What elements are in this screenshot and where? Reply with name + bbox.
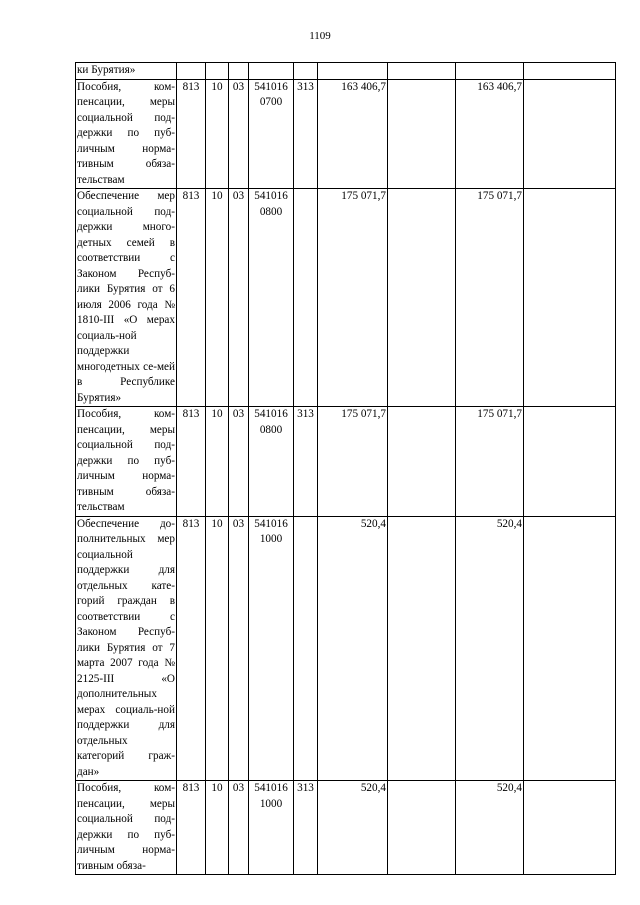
target-article-code xyxy=(249,79,294,189)
amount-total: 520,4 xyxy=(318,516,388,781)
section-code xyxy=(206,63,229,80)
table-row xyxy=(76,781,616,875)
subsection-code: 03 xyxy=(229,79,249,189)
expense-type-code: 313 xyxy=(294,79,318,189)
target-article-code xyxy=(249,516,294,781)
amount-col2 xyxy=(388,781,456,875)
row-name: ки Бурятия» xyxy=(76,63,177,80)
table-row xyxy=(76,407,616,517)
csr-line2: 1000 xyxy=(259,533,283,545)
target-article-code xyxy=(249,407,294,517)
section-code: 10 xyxy=(206,516,229,781)
target-article-code xyxy=(249,63,294,80)
csr-line1: 541016 xyxy=(254,782,288,794)
expense-type-code: 313 xyxy=(294,781,318,875)
amount-col3 xyxy=(456,63,524,80)
expense-type-code xyxy=(294,516,318,781)
target-article-code xyxy=(249,781,294,875)
section-code: 10 xyxy=(206,407,229,517)
expense-type-code: 313 xyxy=(294,407,318,517)
subsection-code xyxy=(229,63,249,80)
amount-col4 xyxy=(524,516,616,781)
budget-table xyxy=(75,62,616,875)
amount-col3: 175 071,7 xyxy=(456,189,524,407)
ministry-code: 813 xyxy=(177,516,206,781)
ministry-code xyxy=(177,63,206,80)
row-name: Пособия, ком-пенсации, меры социальной под-держки по пуб-личным норма-тивным обяза- xyxy=(76,781,177,875)
amount-col4 xyxy=(524,407,616,517)
expense-type-code xyxy=(294,189,318,407)
amount-total: 163 406,7 xyxy=(318,79,388,189)
amount-col2 xyxy=(388,516,456,781)
amount-col2 xyxy=(388,63,456,80)
amount-total xyxy=(318,63,388,80)
amount-total: 175 071,7 xyxy=(318,189,388,407)
row-name: Пособия, ком-пенсации, меры социальной под-держки по пуб-личным норма-тивным обяза-тельствам xyxy=(76,79,177,189)
csr-line2: 0800 xyxy=(259,423,283,436)
ministry-code: 813 xyxy=(177,781,206,875)
row-name: Пособия, ком-пенсации, меры социальной под-держки по пуб-личным норма-тивным обяза-тельствам xyxy=(76,407,177,517)
amount-col3: 520,4 xyxy=(456,516,524,781)
amount-col3: 175 071,7 xyxy=(456,407,524,517)
csr-line2: 0800 xyxy=(259,205,283,218)
amount-col2 xyxy=(388,79,456,189)
amount-col4 xyxy=(524,63,616,80)
amount-col4 xyxy=(524,79,616,189)
subsection-code: 03 xyxy=(229,189,249,407)
amount-col3: 163 406,7 xyxy=(456,79,524,189)
csr-line1: 541016 xyxy=(254,190,288,202)
amount-col3: 520,4 xyxy=(456,781,524,875)
table-row xyxy=(76,79,616,189)
csr-line1: 541016 xyxy=(254,80,288,93)
ministry-code: 813 xyxy=(177,407,206,517)
row-name: Обеспечение мер социальной под-держки много-детных семей в соответствии с Законом Респуб-лики Бурятия от 6 июля 2006 года № 1810-III «О мерах социаль-ной поддержки многодетных се-мей в Республике Бурятия» xyxy=(76,189,177,407)
table-row xyxy=(76,516,616,781)
csr-line2: 0700 xyxy=(259,96,283,108)
table-row xyxy=(76,63,616,80)
ministry-code: 813 xyxy=(177,79,206,189)
csr-line1: 541016 xyxy=(254,517,288,530)
amount-col2 xyxy=(388,407,456,517)
subsection-code: 03 xyxy=(229,781,249,875)
section-code: 10 xyxy=(206,189,229,407)
subsection-code: 03 xyxy=(229,516,249,781)
target-article-code xyxy=(249,189,294,407)
amount-col4 xyxy=(524,189,616,407)
page-number: 1109 xyxy=(309,30,331,42)
amount-col4 xyxy=(524,781,616,875)
row-name: Обеспечение до-полнительных мер социальной поддержки для отдельных кате-горий граждан в соответствии с Законом Респуб-лики Бурятия от 7 марта 2007 года № 2125-III «О дополнительных мерах социаль-ной поддержки для отдельных категорий граж-дан» xyxy=(76,516,177,781)
section-code: 10 xyxy=(206,79,229,189)
expense-type-code xyxy=(294,63,318,80)
amount-total: 520,4 xyxy=(318,781,388,875)
section-code: 10 xyxy=(206,781,229,875)
csr-line2: 1000 xyxy=(259,797,283,810)
amount-total: 175 071,7 xyxy=(318,407,388,517)
table-row xyxy=(76,189,616,407)
amount-col2 xyxy=(388,189,456,407)
subsection-code: 03 xyxy=(229,407,249,517)
ministry-code: 813 xyxy=(177,189,206,407)
csr-line1: 541016 xyxy=(254,408,288,420)
